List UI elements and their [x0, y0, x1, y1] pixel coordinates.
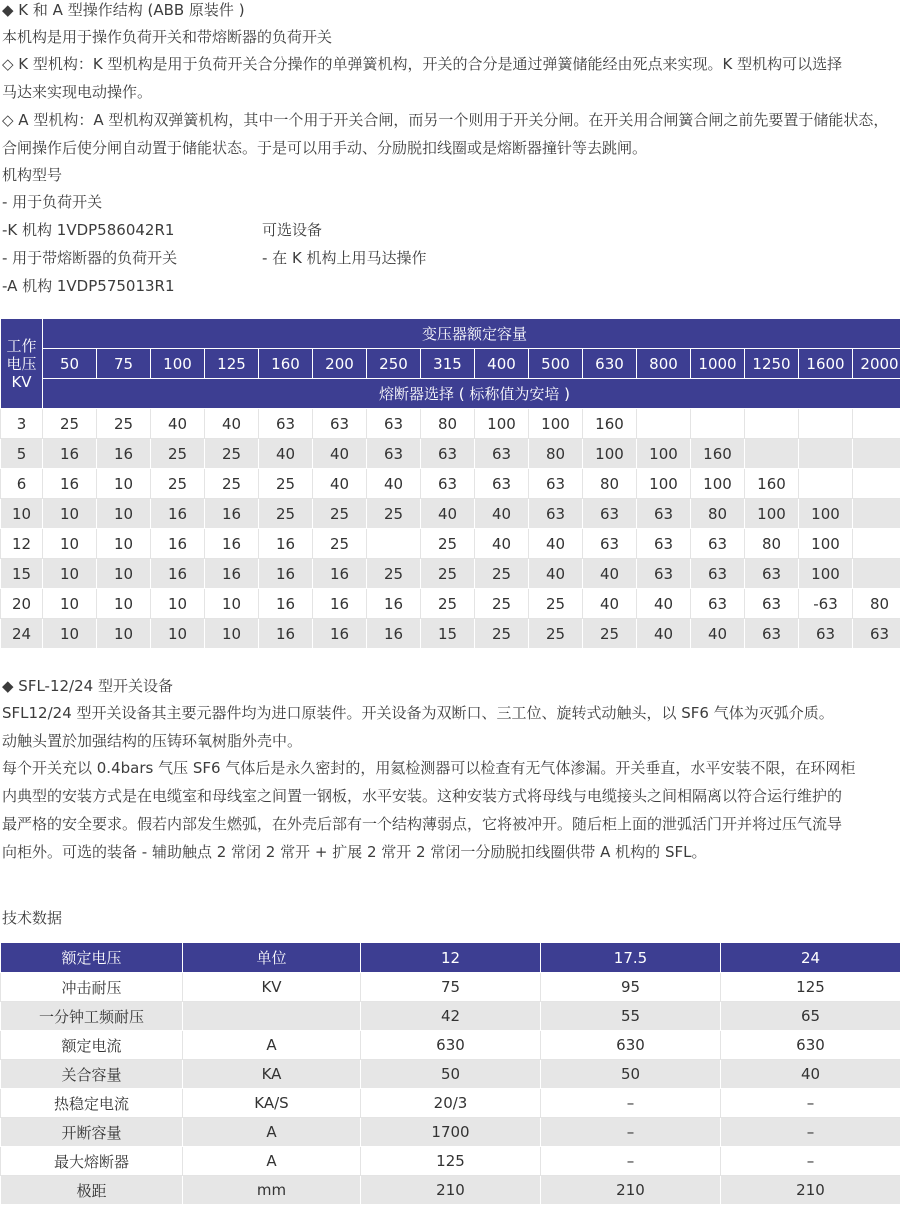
capacity-column-header: 160	[259, 349, 313, 379]
table-cell: 开断容量	[1, 1118, 183, 1147]
fuse-value-cell: 100	[745, 499, 799, 529]
fuse-value-cell: 63	[421, 439, 475, 469]
fuse-value-cell: 80	[853, 589, 900, 619]
fuse-value-cell: 10	[205, 619, 259, 649]
table-row	[1, 559, 900, 589]
table-cell: KV	[183, 973, 361, 1002]
fuse-selection-table	[0, 318, 900, 649]
fuse-value-cell: 80	[421, 409, 475, 439]
table-cell: 125	[721, 973, 900, 1002]
capacity-column-header: 630	[583, 349, 637, 379]
sfl-text-3: 每个开关充以 0.4bars 气压 SF6 气体后是永久密封的，用氦检测器可以检查有无气体渗漏。开关垂直，水平安装不限，在环网柜	[2, 759, 856, 777]
capacity-column-header: 200	[313, 349, 367, 379]
model-item-3: - 用于带熔断器的负荷开关	[2, 249, 178, 267]
fuse-value-cell: 63	[259, 409, 313, 439]
fuse-value-cell: 40	[691, 619, 745, 649]
capacity-column-header: 250	[367, 349, 421, 379]
fuse-value-cell: 25	[421, 529, 475, 559]
table-cell: 50	[361, 1060, 541, 1089]
voltage-cell: 10	[1, 499, 43, 529]
fuse-value-cell: 25	[151, 439, 205, 469]
capacity-column-header: 400	[475, 349, 529, 379]
fuse-value-cell: 16	[313, 589, 367, 619]
fuse-value-cell: 100	[637, 439, 691, 469]
fuse-value-cell: 40	[475, 499, 529, 529]
fuse-value-cell: 63	[313, 409, 367, 439]
fuse-value-cell: 80	[583, 469, 637, 499]
table-cell: 20/3	[361, 1089, 541, 1118]
voltage-cell: 5	[1, 439, 43, 469]
fuse-value-cell: 10	[97, 529, 151, 559]
capacity-column-header: 500	[529, 349, 583, 379]
fuse-value-cell: 16	[151, 559, 205, 589]
table-row	[1, 409, 900, 439]
table-row	[1, 1118, 900, 1147]
fuse-value-cell	[853, 469, 900, 499]
capacity-column-header: 800	[637, 349, 691, 379]
fuse-value-cell: 10	[43, 559, 97, 589]
table-cell: 210	[361, 1176, 541, 1205]
table-cell: 极距	[1, 1176, 183, 1205]
fuse-value-cell: 16	[43, 469, 97, 499]
column-header: 24	[721, 943, 900, 973]
fuse-value-cell: 40	[637, 619, 691, 649]
table-cell: mm	[183, 1176, 361, 1205]
fuse-value-cell: 16	[151, 499, 205, 529]
section-heading-k-a: ◆ K 和 A 型操作结构 (ABB 原装件 )	[2, 1, 245, 19]
fuse-value-cell: 80	[691, 499, 745, 529]
fuse-value-cell: 100	[583, 439, 637, 469]
fuse-value-cell: 100	[637, 469, 691, 499]
fuse-value-cell: 16	[259, 529, 313, 559]
voltage-cell: 24	[1, 619, 43, 649]
fuse-value-cell: 100	[799, 559, 853, 589]
table-cell	[183, 1002, 361, 1031]
fuse-value-cell: 25	[475, 619, 529, 649]
table-cell: 65	[721, 1002, 900, 1031]
fuse-value-cell: 63	[583, 529, 637, 559]
fuse-value-cell: 10	[43, 529, 97, 559]
fuse-value-cell: 40	[313, 439, 367, 469]
capacity-header: 变压器额定容量	[43, 319, 900, 349]
sfl-text-1: SFL12/24 型开关设备其主要元器件均为进口原装件。开关设备为双断口、三工位、旋转式动触头，以 SF6 气体为灭弧介质。	[2, 704, 834, 722]
fuse-value-cell	[799, 469, 853, 499]
fuse-value-cell: 25	[421, 589, 475, 619]
fuse-value-cell: 63	[853, 619, 900, 649]
table-cell: 55	[541, 1002, 721, 1031]
fuse-value-cell: 16	[43, 439, 97, 469]
table-row	[1, 1147, 900, 1176]
fuse-value-cell: 16	[205, 499, 259, 529]
fuse-value-cell: 16	[313, 559, 367, 589]
fuse-value-cell: 10	[205, 589, 259, 619]
fuse-value-cell: 10	[43, 499, 97, 529]
table-cell: KA	[183, 1060, 361, 1089]
table-cell: –	[541, 1147, 721, 1176]
fuse-value-cell: 160	[691, 439, 745, 469]
fuse-value-cell: 63	[529, 469, 583, 499]
optional-equipment-title: 可选设备	[262, 221, 323, 239]
fuse-value-cell: 40	[529, 559, 583, 589]
table-cell: 最大熔断器	[1, 1147, 183, 1176]
fuse-value-cell: 10	[43, 619, 97, 649]
fuse-value-cell: 63	[475, 439, 529, 469]
voltage-cell: 20	[1, 589, 43, 619]
table-row	[1, 973, 900, 1002]
fuse-value-cell: 25	[583, 619, 637, 649]
fuse-value-cell: 63	[745, 559, 799, 589]
table-cell: A	[183, 1118, 361, 1147]
column-header: 单位	[183, 943, 361, 973]
fuse-value-cell: 63	[529, 499, 583, 529]
sfl-text-2: 动触头置於加强结构的压铸环氧树脂外壳中。	[2, 732, 303, 750]
table-cell: 40	[721, 1060, 900, 1089]
section-heading-sfl: ◆ SFL-12/24 型开关设备	[2, 677, 173, 695]
fuse-value-cell: 63	[691, 589, 745, 619]
fuse-value-cell	[853, 559, 900, 589]
fuse-value-cell: 16	[259, 559, 313, 589]
table-cell: 210	[541, 1176, 721, 1205]
optional-equipment-item: - 在 K 机构上用马达操作	[262, 249, 427, 267]
fuse-header: 熔断器选择 ( 标称值为安培 )	[43, 379, 900, 409]
fuse-value-cell: 63	[475, 469, 529, 499]
fuse-value-cell: 10	[97, 619, 151, 649]
fuse-value-cell: 100	[799, 499, 853, 529]
fuse-value-cell	[853, 439, 900, 469]
fuse-value-cell: 10	[97, 469, 151, 499]
table-row	[1, 1031, 900, 1060]
capacity-column-header: 315	[421, 349, 475, 379]
model-item-4: -A 机构 1VDP575013R1	[2, 277, 175, 295]
fuse-value-cell: 40	[421, 499, 475, 529]
table-cell: 630	[721, 1031, 900, 1060]
capacity-column-header: 125	[205, 349, 259, 379]
fuse-value-cell	[799, 409, 853, 439]
fuse-value-cell: 15	[421, 619, 475, 649]
capacity-column-header: 1250	[745, 349, 799, 379]
fuse-value-cell	[691, 409, 745, 439]
fuse-value-cell: 25	[421, 559, 475, 589]
fuse-value-cell: 160	[745, 469, 799, 499]
table-cell: 75	[361, 973, 541, 1002]
fuse-value-cell: 40	[151, 409, 205, 439]
table-cell: A	[183, 1031, 361, 1060]
voltage-cell: 3	[1, 409, 43, 439]
fuse-value-cell: 40	[259, 439, 313, 469]
fuse-value-cell: 63	[367, 439, 421, 469]
voltage-cell: 15	[1, 559, 43, 589]
fuse-value-cell: 63	[799, 619, 853, 649]
fuse-value-cell: 100	[799, 529, 853, 559]
model-item-1: - 用于负荷开关	[2, 193, 103, 211]
table-row	[1, 1060, 900, 1089]
fuse-value-cell: 25	[367, 559, 421, 589]
sfl-text-5: 最严格的安全要求。假若内部发生燃弧，在外壳后部有一个结构薄弱点，它将被冲开。随后柜上面的泄弧活门开并将过压气流导	[2, 815, 843, 833]
capacity-column-header: 1600	[799, 349, 853, 379]
table-row	[1, 469, 900, 499]
fuse-value-cell: 25	[529, 589, 583, 619]
fuse-value-cell: 80	[745, 529, 799, 559]
sfl-text-6: 向柜外。可选的装备 - 辅助触点 2 常闭 2 常开 + 扩展 2 常开 2 常闭一分励脱扣线圈供带 A 机构的 SFL。	[2, 843, 707, 861]
fuse-value-cell: 63	[745, 589, 799, 619]
technical-data-table	[0, 942, 900, 1205]
fuse-value-cell	[853, 499, 900, 529]
voltage-cell: 6	[1, 469, 43, 499]
sfl-text-4: 内典型的安装方式是在电缆室和母线室之间置一钢板，水平安装。这种安装方式将母线与电缆接头之间相隔离以符合运行维护的	[2, 787, 843, 805]
table-cell: 630	[541, 1031, 721, 1060]
fuse-value-cell: 25	[313, 529, 367, 559]
table-cell: –	[721, 1089, 900, 1118]
capacity-column-header: 1000	[691, 349, 745, 379]
fuse-value-cell: 25	[43, 409, 97, 439]
fuse-value-cell: 100	[529, 409, 583, 439]
capacity-column-header: 2000	[853, 349, 900, 379]
fuse-value-cell: 16	[151, 529, 205, 559]
fuse-value-cell: 16	[259, 589, 313, 619]
table-row	[1, 529, 900, 559]
table-cell: –	[541, 1118, 721, 1147]
fuse-value-cell: 40	[205, 409, 259, 439]
fuse-value-cell: 25	[367, 499, 421, 529]
table-cell: 125	[361, 1147, 541, 1176]
fuse-value-cell: 10	[43, 589, 97, 619]
fuse-value-cell	[799, 439, 853, 469]
fuse-value-cell: 16	[97, 439, 151, 469]
column-header: 17.5	[541, 943, 721, 973]
table-cell: A	[183, 1147, 361, 1176]
fuse-value-cell	[853, 409, 900, 439]
table-cell: 210	[721, 1176, 900, 1205]
fuse-value-cell	[745, 439, 799, 469]
fuse-value-cell: 40	[529, 529, 583, 559]
model-item-2: -K 机构 1VDP586042R1	[2, 221, 175, 239]
table-cell: 一分钟工频耐压	[1, 1002, 183, 1031]
fuse-value-cell: 63	[637, 559, 691, 589]
table-row	[1, 1089, 900, 1118]
fuse-value-cell: 100	[691, 469, 745, 499]
a-mechanism-text-2: 合闸操作后使分闸自动置于储能状态。于是可以用手动、分励脱扣线圈或是熔断器撞针等去跳闸。	[2, 139, 648, 157]
fuse-value-cell: 25	[151, 469, 205, 499]
k-mechanism-text-2: 马达来实现电动操作。	[2, 83, 153, 101]
fuse-value-cell: 63	[745, 619, 799, 649]
table-row	[1, 1176, 900, 1205]
fuse-value-cell: 40	[637, 589, 691, 619]
fuse-value-cell: 80	[529, 439, 583, 469]
fuse-value-cell: 40	[313, 469, 367, 499]
capacity-column-header: 50	[43, 349, 97, 379]
table-cell: 630	[361, 1031, 541, 1060]
fuse-value-cell: 16	[259, 619, 313, 649]
table-cell: –	[721, 1147, 900, 1176]
fuse-value-cell: 63	[637, 529, 691, 559]
fuse-value-cell	[745, 409, 799, 439]
table-cell: 冲击耐压	[1, 973, 183, 1002]
table-cell: 额定电流	[1, 1031, 183, 1060]
fuse-value-cell: 25	[97, 409, 151, 439]
capacity-column-header: 100	[151, 349, 205, 379]
table-cell: 关合容量	[1, 1060, 183, 1089]
fuse-value-cell	[853, 529, 900, 559]
table-cell: 95	[541, 973, 721, 1002]
fuse-value-cell: 63	[691, 559, 745, 589]
fuse-value-cell	[637, 409, 691, 439]
fuse-value-cell: 16	[367, 589, 421, 619]
fuse-value-cell: 40	[367, 469, 421, 499]
fuse-value-cell: 40	[583, 589, 637, 619]
table-cell: 1700	[361, 1118, 541, 1147]
k-mechanism-text-1: ◇ K 型机构：K 型机构是用于负荷开关合分操作的单弹簧机构，开关的合分是通过弹簧储能经由死点来实现。K 型机构可以选择	[2, 55, 843, 73]
fuse-value-cell: 63	[691, 529, 745, 559]
fuse-value-cell: 160	[583, 409, 637, 439]
capacity-column-header: 75	[97, 349, 151, 379]
column-header: 额定电压	[1, 943, 183, 973]
fuse-value-cell: 25	[259, 469, 313, 499]
fuse-value-cell: 40	[583, 559, 637, 589]
fuse-value-cell: 10	[97, 499, 151, 529]
voltage-cell: 12	[1, 529, 43, 559]
fuse-value-cell: 25	[475, 589, 529, 619]
table-cell: 热稳定电流	[1, 1089, 183, 1118]
fuse-value-cell: 63	[637, 499, 691, 529]
table-cell: KA/S	[183, 1089, 361, 1118]
table-row	[1, 499, 900, 529]
fuse-value-cell: 16	[205, 529, 259, 559]
table-cell: –	[541, 1089, 721, 1118]
fuse-value-cell: 16	[205, 559, 259, 589]
fuse-value-cell	[367, 529, 421, 559]
fuse-value-cell: 10	[97, 559, 151, 589]
fuse-value-cell: 10	[151, 589, 205, 619]
voltage-header: 工作电压KV	[1, 319, 43, 409]
fuse-value-cell: -63	[799, 589, 853, 619]
table-cell: 42	[361, 1002, 541, 1031]
fuse-value-cell: 25	[475, 559, 529, 589]
fuse-value-cell: 25	[205, 439, 259, 469]
fuse-value-cell: 25	[259, 499, 313, 529]
table-header-row	[1, 943, 900, 973]
fuse-value-cell: 63	[421, 469, 475, 499]
column-header: 12	[361, 943, 541, 973]
fuse-value-cell: 25	[529, 619, 583, 649]
table-cell: 50	[541, 1060, 721, 1089]
model-title: 机构型号	[2, 166, 63, 184]
fuse-value-cell: 10	[151, 619, 205, 649]
fuse-value-cell: 25	[205, 469, 259, 499]
fuse-value-cell: 16	[367, 619, 421, 649]
intro-line: 本机构是用于操作负荷开关和带熔断器的负荷开关	[2, 28, 333, 46]
tech-data-title: 技术数据	[2, 909, 63, 927]
fuse-value-cell: 40	[475, 529, 529, 559]
table-row	[1, 1002, 900, 1031]
fuse-value-cell: 63	[583, 499, 637, 529]
fuse-value-cell: 16	[313, 619, 367, 649]
fuse-value-cell: 100	[475, 409, 529, 439]
table-cell: –	[721, 1118, 900, 1147]
fuse-value-cell: 63	[367, 409, 421, 439]
fuse-value-cell: 10	[97, 589, 151, 619]
table-row	[1, 439, 900, 469]
a-mechanism-text-1: ◇ A 型机构：A 型机构双弹簧机构，其中一个用于开关合闸，而另一个则用于开关分闸。在开关用合闸簧合闸之前先要置于储能状态，	[2, 111, 889, 129]
fuse-value-cell: 25	[313, 499, 367, 529]
table-row	[1, 619, 900, 649]
table-row	[1, 589, 900, 619]
